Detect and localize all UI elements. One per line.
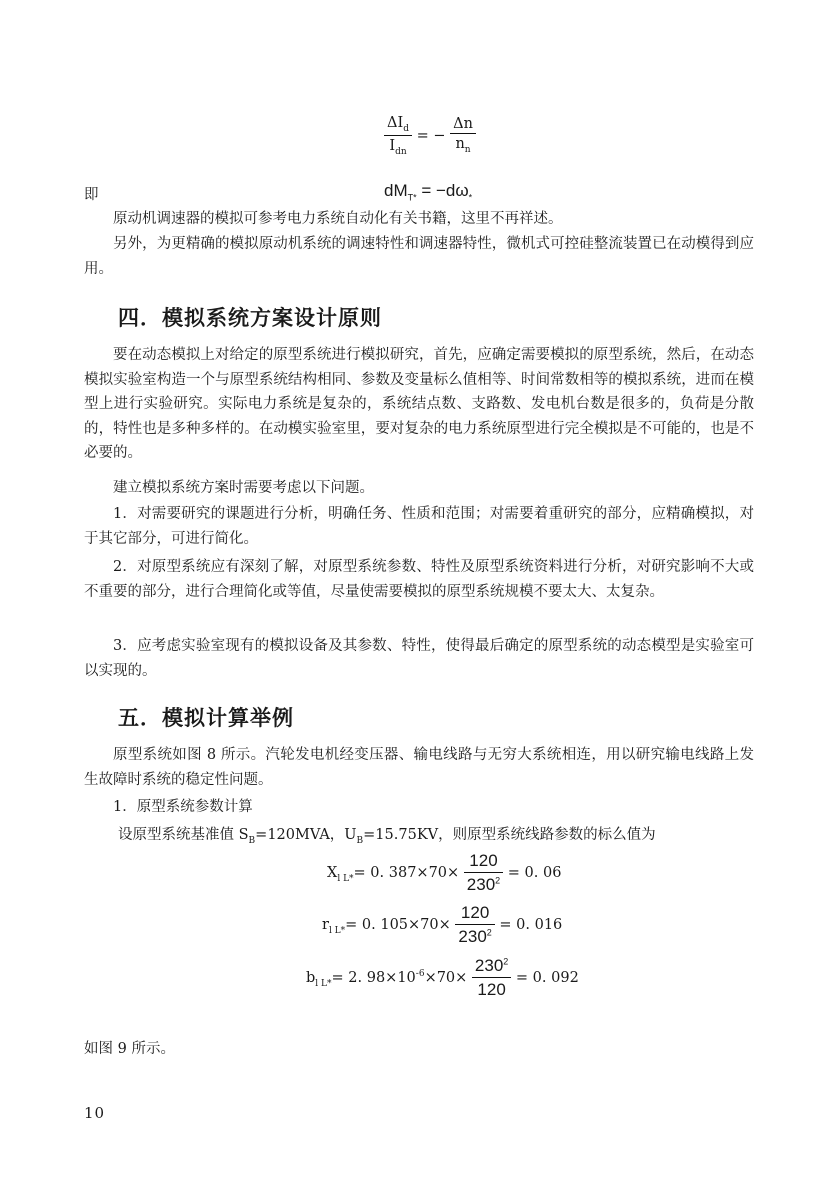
calc3-fraction bbox=[472, 956, 511, 1000]
calc1-den-sup: 2 bbox=[495, 875, 501, 886]
paragraph-item-1: 1．对需要研究的课题进行分析，明确任务、性质和范围；对需要着重研究的部分，应精确模拟，对于其它部分，可进行简化。 bbox=[84, 506, 754, 547]
paragraph-simulation-intro: 要在动态模拟上对给定的原型系统进行模拟研究，首先，应确定需要模拟的原型系统，然后，在动态模拟实验室构造一个与原型系统结构相同、参数及变量标么值相等、时间常数相等的模拟系统，进而在模型上进行实验研究。实际电力系统是复杂的，系统结点数、支路数、发电机台数是很多的，负荷是分散的，特性也是多种多样的。在动模实验室里，要对复杂的电力系统原型进行完全模拟是不可能的，也是不必要的。 bbox=[84, 347, 754, 461]
base-line-s-sub: B bbox=[248, 835, 256, 846]
base-values-line bbox=[118, 823, 656, 846]
eq1-den2: n bbox=[455, 136, 465, 153]
equation-torque-speed bbox=[384, 181, 472, 202]
eq1-num-sub: d bbox=[403, 123, 409, 134]
page-number: 10 bbox=[84, 1104, 106, 1122]
eq2-text: dM bbox=[384, 181, 408, 200]
calc3-num: 230 bbox=[474, 956, 504, 975]
base-line-post: =15.75KV，则原型系统线路参数的标么值为 bbox=[363, 827, 656, 843]
section-heading-4: 四．模拟系统方案设计原则 bbox=[118, 306, 382, 330]
calc2-num: 120 bbox=[455, 903, 494, 925]
calc3-expr2: ×70× bbox=[424, 970, 468, 986]
eq1-num: ΔI bbox=[387, 115, 404, 131]
calc3-expr-sup: -6 bbox=[415, 969, 425, 980]
base-line-u-sub: B bbox=[356, 835, 364, 846]
paragraph-item-2: 2．对原型系统应有深刻了解，对原型系统参数、特性及原型系统资料进行分析，对研究影响不大或不重要的部分，进行合理简化或等值，尽量使需要模拟的原型系统规模不要太大、太复杂。 bbox=[84, 559, 754, 600]
calc3-lhs: b bbox=[306, 970, 316, 986]
eq2-sub: T* bbox=[407, 192, 417, 203]
calc3-result: = 0. 092 bbox=[515, 970, 579, 986]
calc3-den: 120 bbox=[477, 980, 506, 999]
calc1-result: = 0. 06 bbox=[507, 865, 562, 881]
calc3-lhs-sub: l L* bbox=[315, 978, 332, 989]
paragraph-example-intro: 原型系统如图 8 所示。汽轮发电机经变压器、输电线路与无穷大系统相连，用以研究输电线路上发生故障时系统的稳定性问题。 bbox=[84, 747, 754, 788]
calc2-lhs-sub: l L* bbox=[328, 925, 346, 936]
eq1-den: I bbox=[389, 137, 396, 154]
calc1-num: 120 bbox=[464, 851, 503, 873]
calc-reactance bbox=[327, 851, 561, 895]
eq2-label: 即 bbox=[84, 187, 99, 203]
paragraph-item-3: 3．应考虑实验室现有的模拟设备及其参数、特性，使得最后确定的原型系统的动态模型是实验室可以实现的。 bbox=[84, 638, 754, 679]
calc2-fraction bbox=[455, 903, 494, 947]
calc2-den: 230 bbox=[458, 927, 487, 946]
eq2-rest: = −dω bbox=[416, 181, 469, 200]
calc2-result: = 0. 016 bbox=[499, 917, 563, 933]
fraction-speed bbox=[450, 116, 476, 155]
paragraph-governor: 原动机调速器的模拟可参考电力系统自动化有关书籍，这里不再祥述。 bbox=[113, 211, 563, 227]
eq2-rest-sub: * bbox=[468, 192, 473, 203]
calc-resistance bbox=[322, 903, 562, 947]
calc1-expr: = 0. 387×70× bbox=[353, 865, 460, 881]
section-heading-5: 五．模拟计算举例 bbox=[118, 706, 294, 730]
calc3-num-sup: 2 bbox=[503, 956, 509, 967]
calc1-lhs-sub: l L* bbox=[337, 873, 354, 884]
paragraph-param-calc: 1．原型系统参数计算 bbox=[113, 799, 253, 815]
paragraph-scr-device: 另外，为更精确的模拟原动机系统的调速特性和调速器特性，微机式可控硅整流装置已在动模得到应用。 bbox=[84, 236, 754, 277]
eq1-den-sub: dn bbox=[395, 146, 407, 157]
paragraph-closing: 如图 9 所示。 bbox=[84, 1041, 175, 1057]
calc-susceptance bbox=[306, 956, 579, 1000]
eq1-num2: Δn bbox=[450, 116, 476, 134]
calc1-lhs: X bbox=[327, 865, 338, 881]
calc1-den: 230 bbox=[466, 875, 496, 894]
paragraph-considerations: 建立模拟系统方案时需要考虑以下问题。 bbox=[113, 480, 374, 496]
eq1-den2-sub: n bbox=[464, 145, 471, 156]
calc2-lhs: r bbox=[322, 917, 329, 933]
base-line-pre: 设原型系统基准值 S bbox=[118, 827, 249, 843]
calc2-expr: = 0. 105×70× bbox=[345, 917, 451, 933]
eq1-operator: = − bbox=[416, 127, 446, 144]
fraction-current bbox=[384, 115, 412, 157]
base-line-mid: =120MVA，U bbox=[255, 827, 357, 843]
calc3-expr: = 2. 98×10 bbox=[331, 970, 416, 986]
equation-current-speed-ratio bbox=[384, 115, 476, 157]
calc1-fraction bbox=[464, 851, 503, 895]
calc2-den-sup: 2 bbox=[486, 927, 492, 938]
